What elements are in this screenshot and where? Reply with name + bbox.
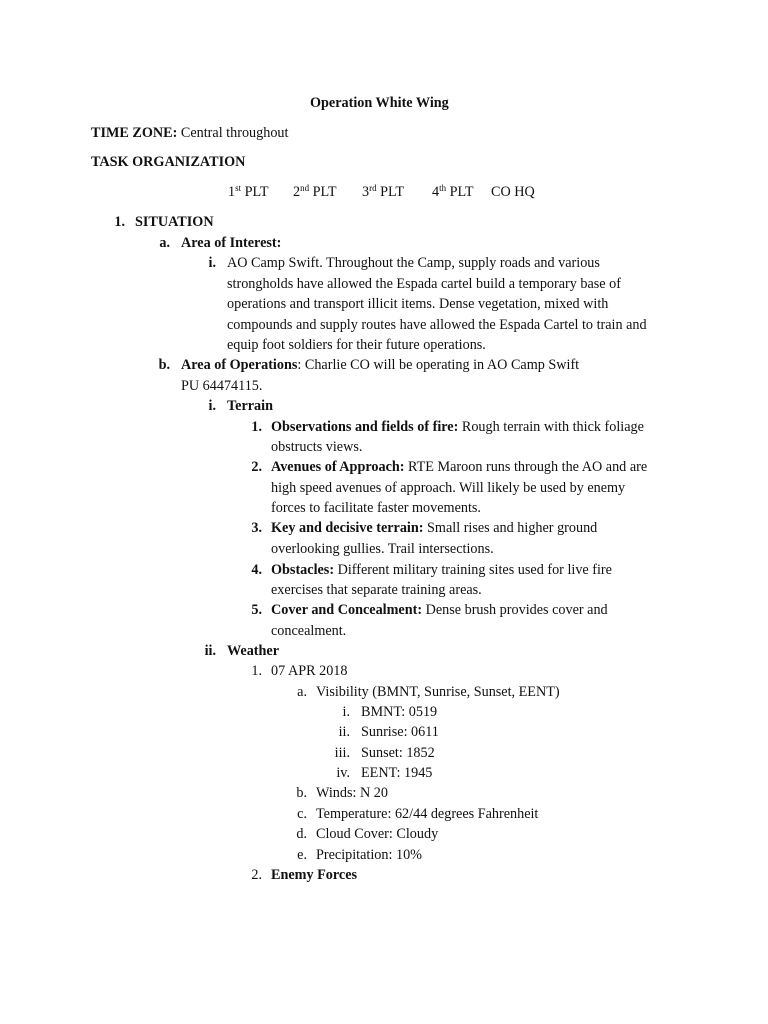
weather-date: 07 APR 2018	[271, 663, 348, 679]
terrain-item-number: 4.	[251, 562, 262, 578]
area-of-interest-text-line: AO Camp Swift. Throughout the Camp, supply roads and various	[227, 255, 600, 271]
situation-heading: SITUATION	[135, 214, 214, 230]
terrain-item-cont: high speed avenues of approach. Will likely be used by enemy	[271, 480, 626, 496]
area-of-interest-text-line: strongholds have allowed the Espada cartel build a temporary base of	[227, 276, 621, 292]
terrain-item-cont: concealment.	[271, 623, 347, 639]
task-org-unit-3: 3rd PLT	[362, 183, 405, 200]
terrain-item: Key and decisive terrain: Small rises and higher ground	[271, 520, 598, 536]
weather-item-letter: c.	[297, 806, 307, 822]
enemy-forces-number: 2.	[251, 867, 262, 883]
weather-day-number: 1.	[251, 663, 262, 679]
area-of-interest-heading: Area of Interest:	[181, 235, 282, 251]
terrain-item: Cover and Concealment: Dense brush provides cover and	[271, 602, 608, 618]
terrain-item-cont: exercises that separate training areas.	[271, 582, 482, 598]
weather-heading: Weather	[227, 643, 280, 659]
time-zone-label: TIME ZONE:	[91, 125, 178, 141]
time-zone-value: Central throughout	[180, 125, 289, 141]
weather-winds: Winds: N 20	[316, 785, 388, 801]
terrain-item-number: 5.	[251, 602, 262, 618]
visibility-letter: a.	[297, 684, 307, 700]
terrain-item: Avenues of Approach: RTE Maroon runs through the AO and are	[271, 459, 648, 475]
terrain-item-number: 3.	[251, 520, 262, 536]
terrain-item-cont: obstructs views.	[271, 439, 363, 455]
terrain-item-cont: forces to facilitate faster movements.	[271, 500, 481, 516]
area-of-interest-letter: a.	[159, 235, 170, 251]
time-zone-line	[91, 123, 288, 144]
terrain-item-number: 1.	[251, 419, 262, 435]
area-of-interest-roman: i.	[208, 255, 216, 271]
visibility-item-number: i.	[342, 704, 350, 720]
visibility-sunset: Sunset: 1852	[361, 745, 435, 761]
weather-temperature: Temperature: 62/44 degrees Fahrenheit	[316, 806, 539, 822]
visibility-eent: EENT: 1945	[361, 765, 433, 781]
enemy-forces-heading: Enemy Forces	[271, 867, 358, 883]
area-of-interest-text-line: compounds and supply routes have allowed the Espada Cartel to train and	[227, 317, 647, 333]
visibility-label: Visibility (BMNT, Sunrise, Sunset, EENT)	[316, 684, 560, 700]
area-of-interest-text-line: operations and transport illicit items. Dense vegetation, mixed with	[227, 296, 609, 312]
area-of-operations-line: Area of Operations: Charlie CO will be operating in AO Camp Swift	[181, 357, 580, 373]
visibility-item-number: iii.	[334, 745, 350, 761]
visibility-bmnt: BMNT: 0519	[361, 704, 438, 720]
task-org-unit-1: 1st PLT	[228, 183, 269, 200]
area-of-operations-letter: b.	[158, 357, 170, 373]
task-org-unit-4: 4th PLT	[432, 183, 474, 200]
weather-cloud-cover: Cloud Cover: Cloudy	[316, 826, 439, 842]
document-title: Operation White Wing	[310, 95, 449, 111]
task-organization-heading: TASK ORGANIZATION	[91, 154, 246, 170]
area-of-interest-text-line: equip foot soldiers for their future operations.	[227, 337, 486, 353]
situation-number: 1.	[114, 214, 125, 230]
terrain-item-cont: overlooking gullies. Trail intersections.	[271, 541, 494, 557]
task-org-unit-co-hq: CO HQ	[491, 184, 535, 200]
area-of-operations-grid: PU 64474115.	[181, 378, 263, 394]
terrain-item: Obstacles: Different military training sites used for live fire	[271, 562, 612, 578]
visibility-sunrise: Sunrise: 0611	[361, 724, 439, 740]
weather-item-letter: b.	[296, 785, 307, 801]
terrain-heading: Terrain	[227, 398, 273, 414]
weather-item-letter: e.	[297, 847, 307, 863]
weather-item-letter: d.	[296, 826, 307, 842]
visibility-item-number: iv.	[336, 765, 350, 781]
terrain-item: Observations and fields of fire: Rough terrain with thick foliage	[271, 419, 644, 435]
terrain-item-number: 2.	[251, 459, 262, 475]
visibility-item-number: ii.	[338, 724, 350, 740]
weather-precipitation: Precipitation: 10%	[316, 847, 422, 863]
weather-roman: ii.	[204, 643, 216, 659]
area-of-operations-heading: Area of Operations	[181, 357, 298, 373]
terrain-roman: i.	[208, 398, 216, 414]
task-org-unit-2: 2nd PLT	[293, 183, 337, 200]
